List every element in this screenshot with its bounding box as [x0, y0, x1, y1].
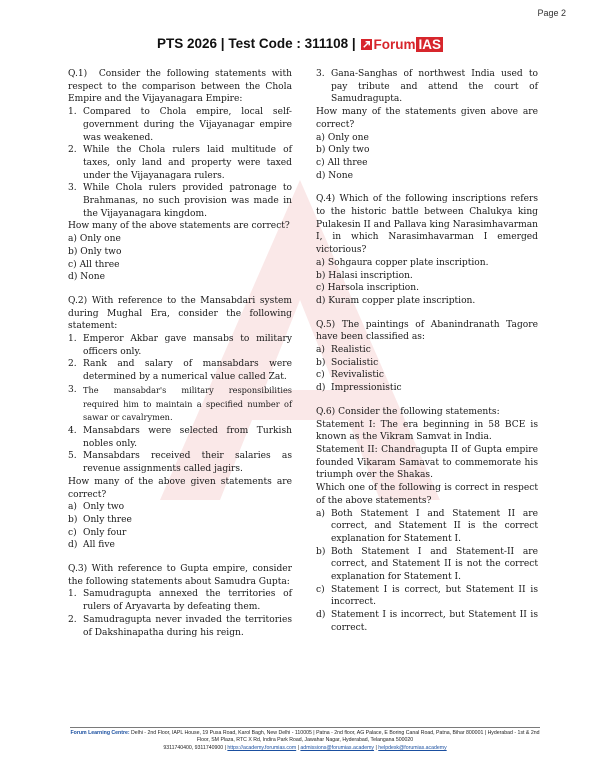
footer-brand: Forum Learning Centre:: [70, 730, 130, 736]
option: d) Statement I is incorrect, but Statement II is correct.: [316, 610, 538, 633]
question-5: [316, 319, 538, 395]
option: a) Realistic: [316, 345, 371, 356]
question-stem: Which of the following inscriptions refers to the historic battle between Chalukya king Pulakesin II and Pallava king Narasimhavarman I, in which Narasimhavarman I emerged victorious?: [316, 194, 538, 256]
logo-forum-text: Forum: [373, 36, 416, 52]
option: d) None: [316, 170, 353, 181]
statement: 2. While the Chola rulers laid multitude of taxes, only land and property were taxed under the Vijayanagara rulers.: [68, 145, 292, 181]
option: a) Only two: [68, 502, 125, 513]
logo-ias-text: IAS: [418, 36, 441, 52]
option: c) Harsola inscription.: [316, 283, 420, 294]
option: b) Only three: [68, 514, 132, 525]
question-number: Q.4): [316, 194, 336, 205]
option-list: [316, 344, 538, 395]
statement: 1. Emperor Akbar gave mansabs to military officers only.: [68, 334, 292, 357]
option: c) All three: [68, 259, 120, 270]
statement-list: [68, 333, 292, 476]
option-list: [68, 233, 292, 284]
statement-list: [68, 106, 292, 220]
statement: 5. Mansabdars received their salaries as revenue assignments called jagirs.: [68, 451, 292, 475]
statement: 3. While Chola rulers provided patronage to Brahmanas, no such provision was made in the Vijayanagara kingdom.: [68, 183, 292, 219]
question-stem: With reference to Gupta empire, consider the following statements about Samudra Gupta:: [68, 564, 292, 587]
question-stem: Consider the following statements:: [338, 406, 500, 417]
option: c) Revivalistic: [316, 370, 384, 381]
left-column: [68, 68, 292, 650]
option: c) Statement I is correct, but Statement II is incorrect.: [316, 584, 538, 608]
option-list: [316, 132, 538, 183]
question-number: Q.1): [68, 69, 88, 79]
question-4: [316, 193, 538, 307]
statement: 4. Mansabdars were selected from Turkish nobles only.: [68, 425, 292, 449]
arrow-logo-icon: [361, 39, 372, 50]
question-1: [68, 68, 292, 284]
question-stem: The paintings of Abanindranath Tagore have been classified as:: [316, 319, 538, 343]
footer-link-academy[interactable]: https://academy.forumias.com: [227, 744, 297, 751]
footer-phone: 9311740400, 9311740900 |: [163, 744, 226, 751]
option: b) Only two: [316, 145, 370, 156]
footer-link-helpdesk[interactable]: helpdesk@forumias.academy: [378, 744, 447, 751]
question-3: [68, 563, 292, 639]
statement: 1. Samudragupta annexed the territories of rulers of Aryavarta by defeating them.: [68, 589, 292, 613]
test-title: PTS 2026 | Test Code : 311108 |: [157, 36, 356, 51]
statement-one: Statement I: The era beginning in 58 BCE is known as the Vikram Samvat in India.: [316, 419, 538, 443]
forumias-logo: [361, 37, 443, 52]
question-2: [68, 295, 292, 552]
option: d) All five: [68, 540, 115, 551]
right-column: [316, 68, 538, 646]
question-number: Q.5): [316, 319, 336, 330]
option: b) Only two: [68, 246, 122, 257]
question-number: Q.3): [68, 564, 88, 575]
statement: 2. Rank and salary of mansabdars were determined by a numerical value called Zat.: [68, 359, 292, 383]
option: b) Both Statement I and Statement-II are correct, and Statement II is not the correct explanation for Statement I.: [316, 546, 538, 583]
question-stem: With reference to the Mansabdari system during Mughal Era, consider the following statement:: [68, 295, 292, 332]
question-number: Q.2): [68, 295, 88, 306]
question-stem: Consider the following statements with respect to the comparison between the Chola Empire and the Vijayanagara Empire:: [68, 69, 292, 105]
question-6: [316, 406, 538, 635]
statement: 3. The mansabdar's military responsibilities required him to maintain a specified number of sawar or cavalrymen.: [68, 384, 292, 423]
statement-two: Statement II: Chandragupta II of Gupta empire founded Vikaram Samavat to commemorate his triumph over the Shakas.: [316, 444, 538, 481]
statement: 3. Gana-Sanghas of northwest India used to pay tribute and attend the court of Samudragupta.: [316, 69, 538, 105]
statement: 1. Compared to Chola empire, local self-government during the Vijayanagar empire was weakened.: [68, 107, 292, 143]
option-list: [316, 508, 538, 635]
statement: 2. Samudragupta never invaded the territories of Dakshinapatha during his reign.: [68, 614, 292, 638]
option: d) Impressionistic: [316, 383, 402, 394]
page-header: [0, 36, 600, 52]
page-footer: Forum Learning Centre: Delhi - 2nd Floor, IAPL House, 19 Pusa Road, Karol Bagh, New Delhi - 110005 | Patna - 2nd floor, AG Palace, E Boring Canal Road, Patna, Bihar 800001 | Hyderabad - 1st & 2nd Floor, SM Plaza, RTC X Rd, Indira Park Road, Jawahar Nagar, Hyderabad, Telangana 500020 9311740400, 9311740900 | https://academy.forumias.com | admissions@forumias.academy | helpdesk@forumias.academy: [70, 727, 540, 752]
option: a) Both Statement I and Statement II are correct, and Statement II is the correct explanation for Statement I.: [316, 508, 538, 544]
question-prompt: How many of the above given statements are correct?: [68, 476, 292, 500]
option: d) None: [68, 272, 105, 283]
footer-link-admissions[interactable]: admissions@forumias.academy: [300, 744, 375, 751]
option: b) Socialistic: [316, 357, 379, 368]
question-prompt: How many of the above statements are correct?: [68, 221, 290, 232]
option: a) Sohgaura copper plate inscription.: [316, 257, 489, 268]
option: a) Only one: [68, 234, 121, 245]
statement-list: [68, 588, 292, 639]
question-number: Q.6): [316, 406, 336, 417]
option: d) Kuram copper plate inscription.: [316, 295, 476, 306]
option-list: [316, 257, 538, 308]
question-prompt: How many of the statements given above are correct?: [316, 107, 538, 130]
option: c) All three: [316, 157, 368, 168]
page-number: Page 2: [537, 8, 566, 18]
option: c) Only four: [68, 527, 127, 538]
question-3-continued: [316, 68, 538, 182]
option-list: [68, 501, 292, 552]
question-prompt: Which one of the following is correct in respect of the above statements?: [316, 483, 538, 506]
footer-addresses: Delhi - 2nd Floor, IAPL House, 19 Pusa Road, Karol Bagh, New Delhi - 110005 | Patna - 2nd floor, AG Palace, E Boring Canal Road, Patna, Bihar 800001 | Hyderabad - 1st & 2nd Floor, SM Plaza, RTC X Rd, Indira Park Road, Jawahar Nagar, Hyderabad, Telangana 500020: [131, 730, 540, 744]
statement-list: [316, 68, 538, 106]
option: b) Halasi inscription.: [316, 270, 413, 281]
option: a) Only one: [316, 132, 369, 143]
